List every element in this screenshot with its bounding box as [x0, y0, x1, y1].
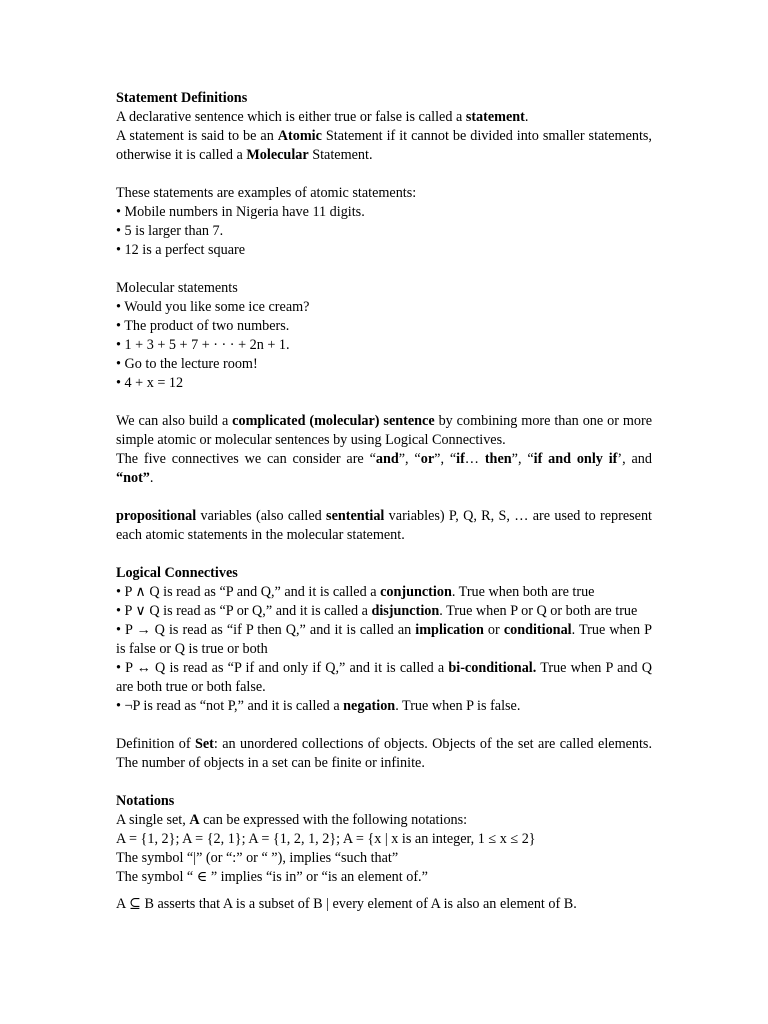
connective-biconditional: • P ↔ Q is read as “P if and only if Q,” and it is called a bi-conditional. True when P and Q are both true or both false. [116, 660, 652, 695]
paragraph-atomic-molecular-definition: A statement is said to be an Atomic Statement if it cannot be divided into smaller statements, otherwise it is called a Molecular Statement. [116, 128, 652, 163]
list-item: • 4 + x = 12 [116, 375, 184, 391]
list-item: • 12 is a perfect square [116, 242, 246, 258]
list-item: • Mobile numbers in Nigeria have 11 digits. [116, 204, 365, 220]
connective-negation: • ¬P is read as “not P,” and it is called a negation. True when P is false. [116, 698, 521, 714]
connective-disjunction: • P ∨ Q is read as “P or Q,” and it is called a disjunction. True when P or Q or both are true [116, 603, 638, 619]
connective-implication: • P → Q is read as “if P then Q,” and it is called an implication or conditional. True when P is false or Q is true or both [116, 622, 652, 657]
notation-line-subset: A ⊆ B asserts that A is a subset of B | every element of A is also an element of B. [116, 896, 577, 912]
paragraph-propositional-variables: propositional variables (also called sentential variables) P, Q, R, S, … are used to represent each atomic statements in the molecular statement. [116, 508, 652, 543]
list-item: • Would you like some ice cream? [116, 299, 310, 315]
list-item: • 5 is larger than 7. [116, 223, 224, 239]
section-heading-logical-connectives: Logical Connectives [116, 565, 238, 581]
paragraph-complicated-sentence: We can also build a complicated (molecular) sentence by combining more than one or more simple atomic or molecular sentences by using Logical Connectives. [116, 413, 652, 448]
paragraph-set-definition: Definition of Set: an unordered collections of objects. Objects of the set are called elements. The number of objects in a set can be finite or infinite. [116, 736, 653, 771]
notation-line-element-of: The symbol “ ∈ ” implies “is in” or “is an element of.” [116, 869, 428, 885]
paragraph-statement-definition: A declarative sentence which is either true or false is called a statement. [116, 109, 529, 125]
connective-conjunction: • P ∧ Q is read as “P and Q,” and it is called a conjunction. True when both are true [116, 584, 595, 600]
section-heading-notations: Notations [116, 793, 175, 809]
document-body [116, 89, 652, 914]
notation-line-such-that: The symbol “|” (or “:” or “ ”), implies “such that” [116, 850, 399, 866]
notation-line-examples: A = {1, 2}; A = {2, 1}; A = {1, 2, 1, 2}; A = {x | x is an integer, 1 ≤ x ≤ 2} [116, 831, 536, 847]
list-item: • 1 + 3 + 5 + 7 + · · · + 2n + 1. [116, 337, 290, 353]
paragraph-five-connectives: The five connectives we can consider are “and”, “or”, “if… then”, “if and only if’, and “not”. [116, 451, 652, 486]
list-item: • Go to the lecture room! [116, 356, 258, 372]
list-item: • The product of two numbers. [116, 318, 290, 334]
section-heading-statement-definitions: Statement Definitions [116, 90, 248, 106]
molecular-examples-intro: Molecular statements [116, 280, 238, 296]
atomic-examples-intro: These statements are examples of atomic statements: [116, 185, 417, 201]
notation-line-single-set: A single set, A can be expressed with the following notations: [116, 812, 468, 828]
